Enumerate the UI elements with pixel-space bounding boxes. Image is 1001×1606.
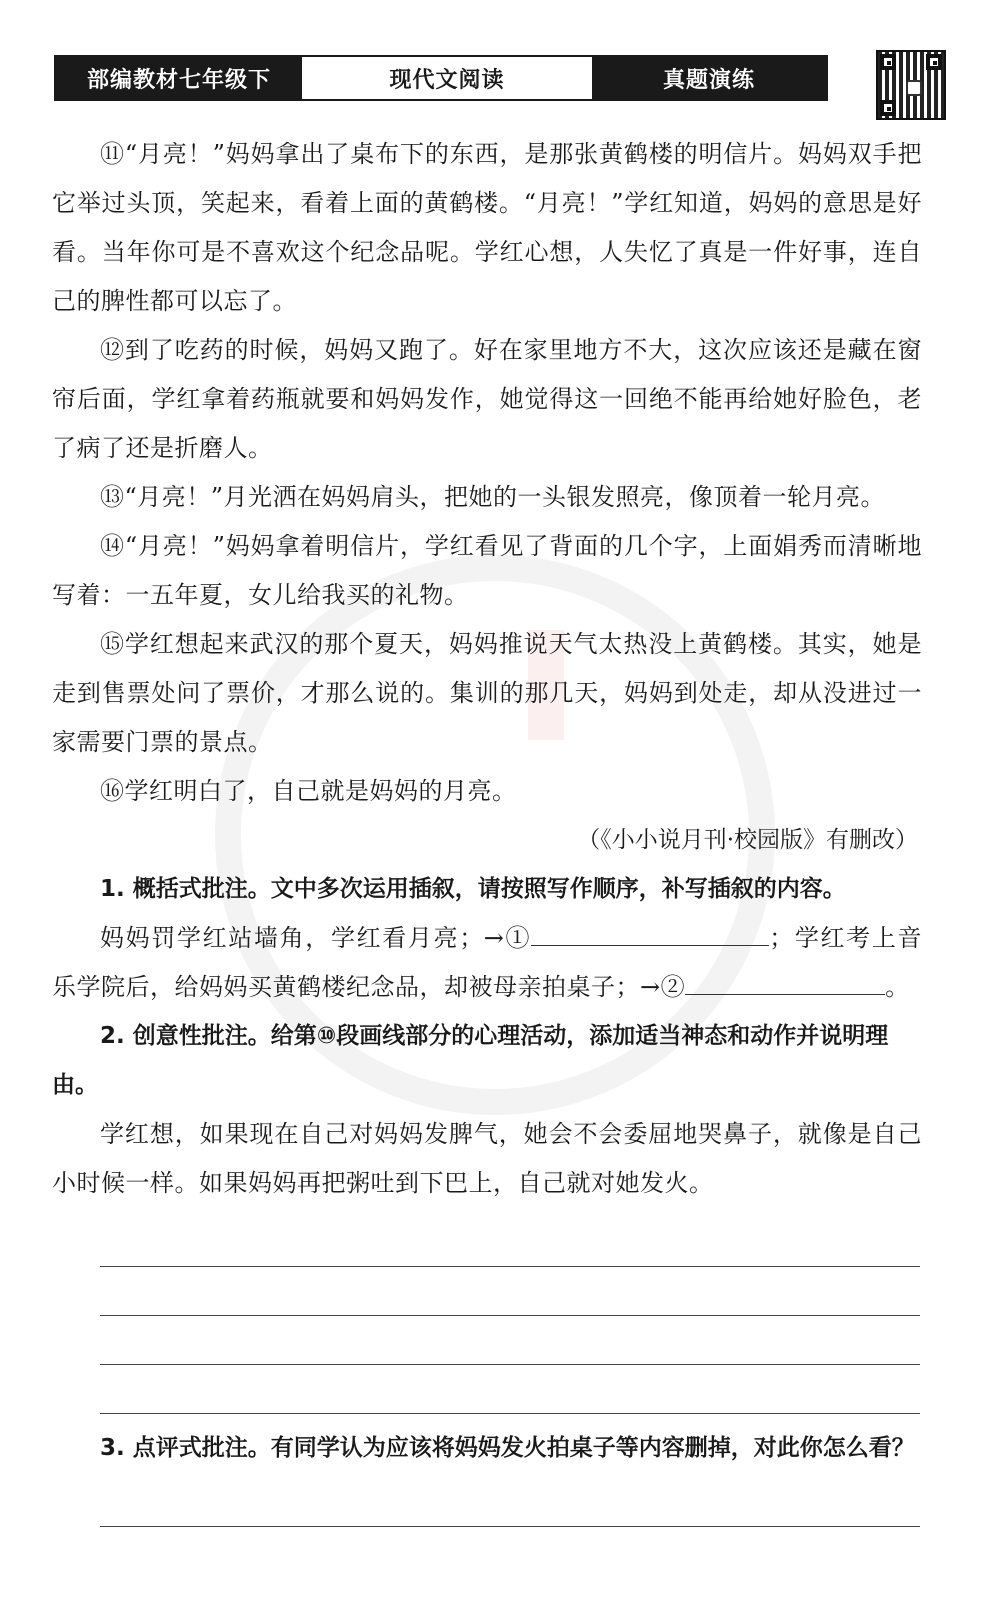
question-1-text-b: ；学红考上音乐学院后，给妈妈买黄鹤楼纪念品，却被母亲拍桌子；→②: [52, 924, 923, 1001]
qr-finder-bottom-left: [880, 100, 896, 116]
question-1-body: [52, 914, 922, 1012]
question-1-text-c: 。: [885, 973, 910, 1001]
answer-line[interactable]: [100, 1267, 920, 1316]
header-section-label: 真题演练: [592, 57, 826, 99]
header-grade-label: 部编教材七年级下: [56, 57, 302, 99]
qr-finder-top-left: [880, 54, 896, 70]
qr-center-logo: [906, 80, 922, 96]
passage-source: （《小小说月刊·校园版》有删改）: [577, 827, 918, 853]
paragraph-12: ⑫到了吃药的时候，妈妈又跑了。好在家里地方不大，这次应该还是藏在窗帘后面，学红拿着药瓶就要和妈妈发作，她觉得这一回绝不能再给她好脸色，老了病了还是折磨人。: [52, 336, 922, 462]
paragraph-13: ⑬“月亮！”月光洒在妈妈肩头，把她的一头银发照亮，像顶着一轮月亮。: [100, 483, 886, 511]
question-2-answer-area: [100, 1218, 922, 1414]
qr-finder-top-right: [926, 54, 942, 70]
answer-blank-1[interactable]: [531, 915, 769, 946]
question-1-text-a: 妈妈罚学红站墙角，学红看月亮；→①: [100, 924, 532, 952]
answer-blank-2[interactable]: [685, 964, 885, 995]
qr-code-icon: [876, 50, 946, 120]
paragraph-11: ⑪“月亮！”妈妈拿出了桌布下的东西，是那张黄鹤楼的明信片。妈妈双手把它举过头顶，笑起来，看着上面的黄鹤楼。“月亮！”学红知道，妈妈的意思是好看。当年你可是不喜欢这个纪念品呢。学红心想，人失忆了真是一件好事，连自己的脾性都可以忘了。: [52, 140, 922, 315]
question-3-title: 3. 点评式批注。有同学认为应该将妈妈发火拍桌子等内容删掉，对此你怎么看？: [100, 1435, 915, 1461]
question-2-quote: 学红想，如果现在自己对妈妈发脾气，她会不会委屈地哭鼻子，就像是自己小时候一样。如果妈妈再把粥吐到下巴上，自己就对她发火。: [52, 1120, 922, 1197]
paragraph-14: ⑭“月亮！”妈妈拿着明信片，学红看见了背面的几个字，上面娟秀而清晰地写着：一五年夏，女儿给我买的礼物。: [52, 532, 922, 609]
header-subject-label: 现代文阅读: [302, 57, 592, 99]
answer-line[interactable]: [100, 1316, 920, 1365]
answer-line[interactable]: [100, 1218, 920, 1267]
header-bar: [54, 55, 828, 101]
paragraph-16: ⑯学红明白了，自己就是妈妈的月亮。: [100, 777, 517, 805]
question-2-title: 2. 创意性批注。给第⑩段画线部分的心理活动，添加适当神态和动作并说明理由。: [52, 1023, 889, 1098]
paragraph-15: ⑮学红想起来武汉的那个夏天，妈妈推说天气太热没上黄鹤楼。其实，她是走到售票处问了票价，才那么说的。集训的那几天，妈妈到处走，却从没进过一家需要门票的景点。: [52, 630, 922, 756]
document-body: [52, 130, 922, 1527]
answer-line[interactable]: [100, 1365, 920, 1414]
question-3-answer-area: [100, 1483, 922, 1527]
answer-line[interactable]: [100, 1483, 920, 1527]
question-1-title: 1. 概括式批注。文中多次运用插叙，请按照写作顺序，补写插叙的内容。: [100, 876, 846, 902]
